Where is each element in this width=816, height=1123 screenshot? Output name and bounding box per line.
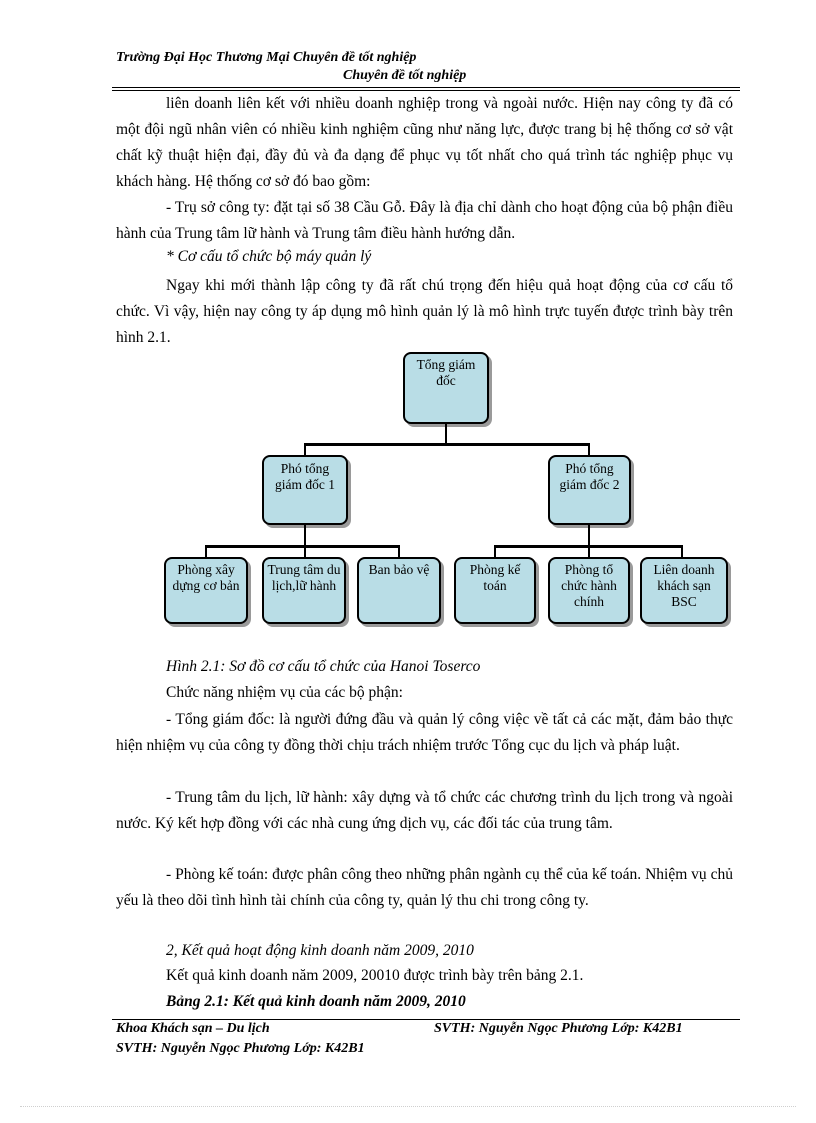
page-header-subtitle: Chuyên đề tốt nghiệp — [343, 68, 467, 83]
paragraph-accounting-duties: - Phòng kế toán: được phân công theo những phân ngành cụ thể của kế toán. Nhiệm vụ chủ yếu là theo dõi tình hình tài chính của công ty, quản lý thu chi trong công ty. — [116, 866, 733, 909]
org-box-ceo: Tổng giám đốc — [403, 352, 489, 424]
footer-rule — [112, 1019, 740, 1020]
section-heading-business-results: 2, Kết quả hoạt động kinh doanh năm 2009, 2010 — [166, 942, 474, 959]
org-box-vp1: Phó tổng giám đốc 1 — [262, 455, 348, 525]
paragraph-travel-center-duties: - Trung tâm du lịch, lữ hành: xây dựng và tổ chức các chương trình du lịch trong và ngoài nước. Ký kết hợp đồng với các nhà cung ứng dịch vụ, các đối tác của trung tâm. — [116, 789, 733, 832]
paragraph-org-model: Ngay khi mới thành lập công ty đã rất chú trọng đến hiệu quả hoạt động của cơ cấu tổ chức. Vì vậy, hiện nay công ty áp dụng mô hình quản lý là mô hình trực tuyến được trình bày trên hình 2.1. — [116, 277, 733, 346]
org-box-joint-venture: Liên doanh khách sạn BSC — [640, 557, 728, 624]
section-heading-org-structure: * Cơ cấu tổ chức bộ máy quản lý — [166, 248, 372, 265]
paragraph-headquarters: - Trụ sở công ty: đặt tại số 38 Cầu Gỗ. Đây là địa chỉ dành cho hoạt động của bộ phận điều hành của Trung tâm lữ hành và Trung tâm điều hành hướng dẫn. — [116, 199, 733, 242]
footer-faculty: Khoa Khách sạn – Du lịch — [116, 1021, 270, 1036]
page-edge — [20, 1106, 796, 1107]
org-box-accounting: Phòng kế toán — [454, 557, 536, 624]
org-box-security: Ban bảo vệ — [357, 557, 441, 624]
org-connector — [304, 525, 306, 547]
table-title: Bảng 2.1: Kết quả kinh doanh năm 2009, 2010 — [166, 993, 466, 1010]
page-header-school: Trường Đại Học Thương Mại Chuyên đề tốt nghiệp — [116, 50, 417, 65]
org-connector — [205, 545, 400, 548]
org-box-travel-center: Trung tâm du lịch,lữ hành — [262, 557, 346, 624]
header-rule — [112, 87, 740, 88]
paragraph-functions-intro: Chức năng nhiệm vụ của các bộ phận: — [166, 684, 403, 701]
figure-caption: Hình 2.1: Sơ đồ cơ cấu tổ chức của Hanoi Toserco — [166, 658, 481, 675]
footer-student-repeat: SVTH: Nguyễn Ngọc Phương Lớp: K42B1 — [116, 1041, 365, 1056]
org-box-admin: Phòng tổ chức hành chính — [548, 557, 630, 624]
paragraph-results-intro: Kết quả kinh doanh năm 2009, 20010 được trình bày trên bảng 2.1. — [166, 967, 584, 984]
org-connector — [588, 525, 590, 547]
org-connector — [445, 424, 447, 444]
paragraph-ceo-duties: - Tổng giám đốc: là người đứng đầu và quản lý công việc về tất cả các mặt, đảm bảo thực hiện nhiệm vụ của công ty đồng thời chịu trách nhiệm trước Tổng cục du lịch và pháp luật. — [116, 711, 733, 754]
org-connector — [304, 443, 590, 446]
footer-student: SVTH: Nguyễn Ngọc Phương Lớp: K42B1 — [434, 1021, 683, 1036]
org-box-construction-dept: Phòng xây dựng cơ bản — [164, 557, 248, 624]
org-box-vp2: Phó tổng giám đốc 2 — [548, 455, 631, 525]
paragraph-intro: liên doanh liên kết với nhiều doanh nghiệp trong và ngoài nước. Hiện nay công ty đã có một đội ngũ nhân viên có nhiều kinh nghiệm cũng như năng lực, được trang bị hệ thống cơ sở vật chất kỹ thuật hiện đại, đầy đủ và đa dạng để phục vụ tốt nhất cho quá trình tác nghiệp phục vụ khách hàng. Hệ thống cơ sở đó bao gồm: — [116, 95, 733, 190]
